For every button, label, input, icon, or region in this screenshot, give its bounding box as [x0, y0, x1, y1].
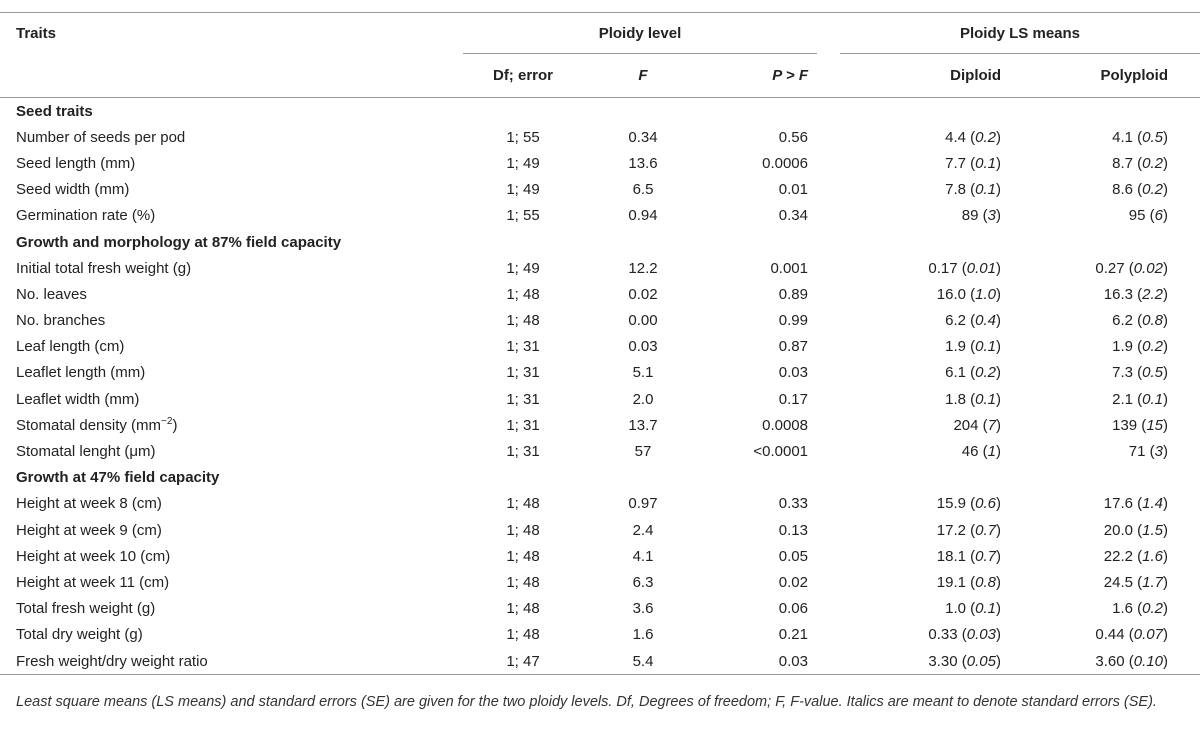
spacer-cell — [817, 281, 840, 307]
trait-label: Height at week 11 (cm) — [16, 573, 170, 591]
table-row — [0, 596, 1200, 622]
top-rule — [0, 0, 1200, 13]
p-value-cell: 0.02 — [778, 573, 808, 591]
trait-label: Seed length (mm) — [16, 154, 136, 172]
spacer-cell — [817, 648, 840, 675]
polyploid-se: 0.5 — [1142, 364, 1163, 382]
table-row — [0, 491, 1200, 517]
diploid-cell: 89 (3) — [961, 207, 1001, 225]
diploid-se: 1.0 — [975, 285, 996, 303]
polyploid-mean: 1.6 — [1112, 600, 1133, 618]
trait-cell — [0, 177, 463, 203]
diploid-cell: 17.2 (0.7) — [936, 521, 1001, 539]
p-value-cell: 0.56 — [778, 128, 808, 146]
polyploid-mean: 1.9 — [1112, 338, 1133, 356]
diploid-se: 0.4 — [975, 312, 996, 330]
polyploid-se: 1.7 — [1142, 573, 1163, 591]
trait-cell — [0, 543, 463, 569]
polyploid-mean: 8.7 — [1112, 154, 1133, 172]
table-row — [0, 281, 1200, 307]
table-row — [0, 360, 1200, 386]
spacer-cell — [817, 203, 840, 229]
diploid-se: 0.1 — [975, 600, 996, 618]
trait-label: Fresh weight/dry weight ratio — [16, 652, 208, 670]
trait-label: Leaf length (cm) — [16, 338, 125, 356]
trait-label: Stomatal lenght (μm) — [16, 443, 156, 461]
diploid-mean: 7.7 — [945, 154, 966, 172]
polyploid-mean: 0.44 — [1095, 626, 1125, 644]
polyploid-mean: 7.3 — [1112, 364, 1133, 382]
polyploid-se: 1.5 — [1142, 521, 1163, 539]
trait-cell — [0, 124, 463, 150]
diploid-cell: 0.17 (0.01) — [928, 259, 1001, 277]
diploid-mean: 204 — [953, 416, 979, 434]
p-value-cell: 0.03 — [778, 364, 808, 382]
section-header-row — [0, 465, 1200, 491]
spacer-cell — [817, 124, 840, 150]
f-value-cell: 2.0 — [632, 390, 654, 408]
diploid-mean: 3.30 — [928, 652, 958, 670]
df-cell: 1; 47 — [463, 648, 583, 675]
p-value-cell: 0.99 — [778, 312, 808, 330]
table-row — [0, 569, 1200, 595]
df-cell: 1; 55 — [506, 128, 540, 146]
trait-cell — [0, 150, 463, 176]
diploid-cell: 1.8 (0.1) — [945, 390, 1001, 408]
trait-cell — [0, 438, 463, 464]
polyploid-mean: 3.60 — [1095, 652, 1125, 670]
diploid-cell: 4.4 (0.2) — [945, 128, 1001, 146]
f-value-cell: 0.34 — [628, 128, 658, 146]
df-cell: 1; 31 — [506, 443, 540, 461]
diploid-se: 0.6 — [975, 495, 996, 513]
diploid-cell: 18.1 (0.7) — [936, 547, 1001, 565]
diploid-cell: 3.30 (0.05) — [840, 648, 1001, 675]
polyploid-cell: 1.6 (0.2) — [1112, 600, 1168, 618]
table-row — [0, 517, 1200, 543]
polyploid-mean: 8.6 — [1112, 181, 1133, 199]
spacer-cell — [817, 177, 840, 203]
trait-label: Stomatal density (mm — [16, 417, 162, 435]
diploid-cell: 16.0 (1.0) — [936, 285, 1001, 303]
polyploid-mean: 0.27 — [1095, 259, 1125, 277]
polyploid-se: 1.6 — [1142, 547, 1163, 565]
section-title: Growth at 47% field capacity — [16, 469, 220, 487]
trait-cell — [0, 491, 463, 517]
p-value-cell: 0.17 — [778, 390, 808, 408]
polyploid-cell: 24.5 (1.7) — [1103, 573, 1168, 591]
f-value-cell: 0.97 — [628, 495, 658, 513]
diploid-se: 1 — [987, 443, 996, 461]
header-traits: Traits — [16, 24, 57, 42]
spacer-cell — [817, 438, 840, 464]
diploid-cell: 46 (1) — [961, 443, 1001, 461]
df-cell: 1; 48 — [506, 626, 540, 644]
diploid-se: 7 — [987, 416, 996, 434]
polyploid-se: 0.07 — [1133, 626, 1163, 644]
diploid-cell: 7.8 (0.1) — [945, 181, 1001, 199]
f-value-cell: 0.02 — [628, 285, 658, 303]
diploid-cell: 15.9 (0.6) — [936, 495, 1001, 513]
polyploid-cell: 8.7 (0.2) — [1112, 154, 1168, 172]
polyploid-cell: 16.3 (2.2) — [1103, 285, 1168, 303]
trait-label: Total fresh weight (g) — [16, 600, 156, 618]
df-cell: 1; 31 — [506, 416, 540, 434]
spacer-cell — [817, 517, 840, 543]
diploid-cell: 0.33 (0.03) — [928, 626, 1001, 644]
diploid-se: 0.2 — [975, 128, 996, 146]
table-row — [0, 438, 1200, 464]
diploid-mean: 0.33 — [928, 626, 958, 644]
polyploid-cell: 6.2 (0.8) — [1112, 312, 1168, 330]
polyploid-mean: 71 — [1128, 443, 1146, 461]
table-row — [0, 412, 1200, 438]
spacer-cell — [817, 622, 840, 648]
trait-cell — [0, 596, 463, 622]
polyploid-se: 1.4 — [1142, 495, 1163, 513]
section-header-row — [0, 229, 1200, 255]
diploid-cell: 204 (7) — [953, 416, 1001, 434]
trait-cell — [0, 648, 463, 675]
p-value-cell: 0.34 — [778, 207, 808, 225]
df-cell: 1; 49 — [506, 154, 540, 172]
trait-label-tail: ) — [172, 417, 178, 435]
polyploid-cell: 7.3 (0.5) — [1112, 364, 1168, 382]
diploid-cell: 7.7 (0.1) — [945, 154, 1001, 172]
spacer-cell — [817, 334, 840, 360]
section-title: Seed traits — [16, 102, 93, 120]
df-cell: 1; 48 — [506, 285, 540, 303]
polyploid-se: 0.1 — [1142, 390, 1163, 408]
trait-label: Germination rate (%) — [16, 207, 156, 225]
header-row-groups — [0, 13, 1200, 54]
polyploid-cell: 1.9 (0.2) — [1112, 338, 1168, 356]
f-value-cell: 0.00 — [628, 312, 658, 330]
polyploid-mean: 24.5 — [1103, 573, 1133, 591]
diploid-mean: 1.9 — [945, 338, 966, 356]
diploid-cell: 1.9 (0.1) — [945, 338, 1001, 356]
p-value-cell: 0.001 — [770, 259, 808, 277]
trait-label: Height at week 8 (cm) — [16, 495, 162, 513]
diploid-se: 0.05 — [966, 652, 996, 670]
spacer-cell — [817, 569, 840, 595]
df-cell: 1; 48 — [506, 495, 540, 513]
table-row — [0, 386, 1200, 412]
section-title: Growth and morphology at 87% field capacity — [16, 233, 342, 251]
f-value-cell: 2.4 — [632, 521, 654, 539]
diploid-cell: 6.2 (0.4) — [945, 312, 1001, 330]
trait-cell — [0, 308, 463, 334]
table-row — [0, 255, 1200, 281]
f-value-cell: 1.6 — [632, 626, 654, 644]
df-cell: 1; 48 — [506, 573, 540, 591]
table-row — [0, 648, 1200, 675]
df-cell: 1; 31 — [506, 338, 540, 356]
diploid-se: 0.1 — [975, 338, 996, 356]
table-row — [0, 177, 1200, 203]
polyploid-cell: 22.2 (1.6) — [1103, 547, 1168, 565]
trait-label: No. leaves — [16, 285, 87, 303]
spacer-cell — [817, 308, 840, 334]
polyploid-se: 0.02 — [1133, 259, 1163, 277]
polyploid-cell: 0.44 (0.07) — [1095, 626, 1168, 644]
f-value-cell: 5.4 — [583, 648, 703, 675]
spacer-cell — [817, 360, 840, 386]
diploid-mean: 46 — [961, 443, 979, 461]
table-row — [0, 150, 1200, 176]
df-cell: 1; 31 — [506, 364, 540, 382]
p-value-cell: 0.89 — [778, 285, 808, 303]
polyploid-se: 15 — [1146, 416, 1163, 434]
diploid-se: 0.2 — [975, 364, 996, 382]
header-f: F — [583, 54, 703, 98]
polyploid-se: 0.10 — [1133, 652, 1163, 670]
diploid-se: 0.1 — [975, 181, 996, 199]
diploid-cell: 1.0 (0.1) — [945, 600, 1001, 618]
p-value-cell: 0.0006 — [762, 154, 808, 172]
polyploid-mean: 2.1 — [1112, 390, 1133, 408]
trait-cell — [0, 386, 463, 412]
diploid-mean: 16.0 — [936, 285, 966, 303]
diploid-mean: 6.1 — [945, 364, 966, 382]
section-header-row — [0, 98, 1200, 125]
table-row — [0, 308, 1200, 334]
spacer-cell — [817, 491, 840, 517]
header-df-error: Df; error — [463, 54, 583, 98]
table-row — [0, 124, 1200, 150]
polyploid-se: 0.2 — [1142, 154, 1163, 172]
f-value-cell: 6.3 — [632, 573, 654, 591]
diploid-se: 0.7 — [975, 521, 996, 539]
polyploid-cell: 20.0 (1.5) — [1103, 521, 1168, 539]
p-value-cell: 0.33 — [778, 495, 808, 513]
polyploid-cell: 0.27 (0.02) — [1095, 259, 1168, 277]
p-value-cell: 0.13 — [778, 521, 808, 539]
polyploid-se: 2.2 — [1142, 285, 1163, 303]
polyploid-mean: 20.0 — [1103, 521, 1133, 539]
trait-label: Leaflet width (mm) — [16, 390, 140, 408]
diploid-mean: 7.8 — [945, 181, 966, 199]
polyploid-se: 6 — [1154, 207, 1163, 225]
p-value-cell: 0.03 — [703, 648, 817, 675]
trait-cell — [0, 622, 463, 648]
f-value-cell: 4.1 — [632, 547, 654, 565]
trait-label: Total dry weight (g) — [16, 626, 143, 644]
f-value-cell: 13.7 — [628, 416, 658, 434]
spacer-cell — [817, 543, 840, 569]
table-row — [0, 622, 1200, 648]
trait-cell — [0, 334, 463, 360]
trait-label: Seed width (mm) — [16, 181, 130, 199]
polyploid-mean: 22.2 — [1103, 547, 1133, 565]
f-value-cell: 57 — [634, 443, 652, 461]
polyploid-se: 0.2 — [1142, 181, 1163, 199]
polyploid-se: 0.5 — [1142, 128, 1163, 146]
spacer-cell — [817, 150, 840, 176]
polyploid-se: 3 — [1154, 443, 1163, 461]
p-value-cell: <0.0001 — [753, 443, 808, 461]
spacer-cell — [817, 386, 840, 412]
df-cell: 1; 31 — [506, 390, 540, 408]
diploid-mean: 19.1 — [936, 573, 966, 591]
p-value-cell: 0.06 — [778, 600, 808, 618]
diploid-mean: 0.17 — [928, 259, 958, 277]
diploid-cell: 6.1 (0.2) — [945, 364, 1001, 382]
df-cell: 1; 48 — [506, 521, 540, 539]
polyploid-cell: 3.60 (0.10) — [1001, 648, 1200, 675]
spacer-cell — [817, 596, 840, 622]
polyploid-se: 0.8 — [1142, 312, 1163, 330]
df-cell: 1; 55 — [506, 207, 540, 225]
header-row-columns — [0, 54, 1200, 98]
polyploid-mean: 4.1 — [1112, 128, 1133, 146]
diploid-mean: 89 — [961, 207, 979, 225]
polyploid-mean: 17.6 — [1103, 495, 1133, 513]
diploid-mean: 1.0 — [945, 600, 966, 618]
spacer-cell — [817, 412, 840, 438]
trait-label: No. branches — [16, 312, 106, 330]
f-value-cell: 13.6 — [628, 154, 658, 172]
diploid-se: 0.01 — [966, 259, 996, 277]
trait-cell — [0, 412, 463, 438]
p-value-cell: 0.01 — [778, 181, 808, 199]
diploid-se: 3 — [987, 207, 996, 225]
polyploid-cell: 2.1 (0.1) — [1112, 390, 1168, 408]
trait-cell — [0, 281, 463, 307]
f-value-cell: 5.1 — [632, 364, 654, 382]
trait-superscript: −2 — [161, 416, 173, 428]
polyploid-cell: 4.1 (0.5) — [1112, 128, 1168, 146]
polyploid-cell: 139 (15) — [1112, 416, 1168, 434]
diploid-mean: 1.8 — [945, 390, 966, 408]
table-footnote: Least square means (LS means) and standard errors (SE) are given for the two ploidy levels. Df, Degrees of freedom; F, F-value. Italics are meant to denote standard errors (SE). — [16, 694, 1157, 710]
polyploid-cell: 17.6 (1.4) — [1103, 495, 1168, 513]
header-polyploid: Polyploid — [1001, 54, 1200, 98]
trait-label: Height at week 10 (cm) — [16, 547, 171, 565]
header-ploidy-ls-means: Ploidy LS means — [840, 13, 1200, 54]
diploid-se: 0.03 — [966, 626, 996, 644]
polyploid-mean: 16.3 — [1103, 285, 1133, 303]
df-cell: 1; 48 — [506, 547, 540, 565]
p-value-cell: 0.21 — [778, 626, 808, 644]
trait-label: Number of seeds per pod — [16, 128, 186, 146]
polyploid-mean: 6.2 — [1112, 312, 1133, 330]
trait-label: Leaflet length (mm) — [16, 364, 146, 382]
spacer-cell — [817, 255, 840, 281]
polyploid-cell: 71 (3) — [1128, 443, 1168, 461]
header-p-gt-f: P > F — [703, 54, 817, 98]
df-cell: 1; 48 — [506, 600, 540, 618]
polyploid-se: 0.2 — [1142, 338, 1163, 356]
p-value-cell: 0.05 — [778, 547, 808, 565]
df-cell: 1; 49 — [506, 259, 540, 277]
polyploid-mean: 95 — [1128, 207, 1146, 225]
diploid-se: 0.1 — [975, 154, 996, 172]
diploid-se: 0.1 — [975, 390, 996, 408]
trait-label: Height at week 9 (cm) — [16, 521, 162, 539]
trait-cell — [0, 569, 463, 595]
diploid-mean: 4.4 — [945, 128, 966, 146]
diploid-mean: 17.2 — [936, 521, 966, 539]
polyploid-mean: 139 — [1112, 416, 1138, 434]
polyploid-se: 0.2 — [1142, 600, 1163, 618]
p-value-cell: 0.0008 — [762, 416, 808, 434]
trait-cell — [0, 360, 463, 386]
diploid-cell: 19.1 (0.8) — [936, 573, 1001, 591]
f-value-cell: 0.03 — [628, 338, 658, 356]
table-row — [0, 543, 1200, 569]
header-ploidy-level: Ploidy level — [463, 13, 817, 54]
p-value-cell: 0.87 — [778, 338, 808, 356]
trait-cell — [0, 517, 463, 543]
trait-cell — [0, 203, 463, 229]
header-diploid: Diploid — [840, 54, 1001, 98]
df-cell: 1; 48 — [506, 312, 540, 330]
table-row — [0, 203, 1200, 229]
diploid-mean: 6.2 — [945, 312, 966, 330]
polyploid-cell: 8.6 (0.2) — [1112, 181, 1168, 199]
diploid-mean: 18.1 — [936, 547, 966, 565]
trait-label: Initial total fresh weight (g) — [16, 259, 192, 277]
diploid-se: 0.7 — [975, 547, 996, 565]
diploid-se: 0.8 — [975, 573, 996, 591]
f-value-cell: 12.2 — [628, 259, 658, 277]
trait-cell — [0, 255, 463, 281]
f-value-cell: 0.94 — [628, 207, 658, 225]
f-value-cell: 3.6 — [632, 600, 654, 618]
df-cell: 1; 49 — [506, 181, 540, 199]
table-row — [0, 334, 1200, 360]
diploid-mean: 15.9 — [936, 495, 966, 513]
f-value-cell: 6.5 — [632, 181, 654, 199]
polyploid-cell: 95 (6) — [1128, 207, 1168, 225]
